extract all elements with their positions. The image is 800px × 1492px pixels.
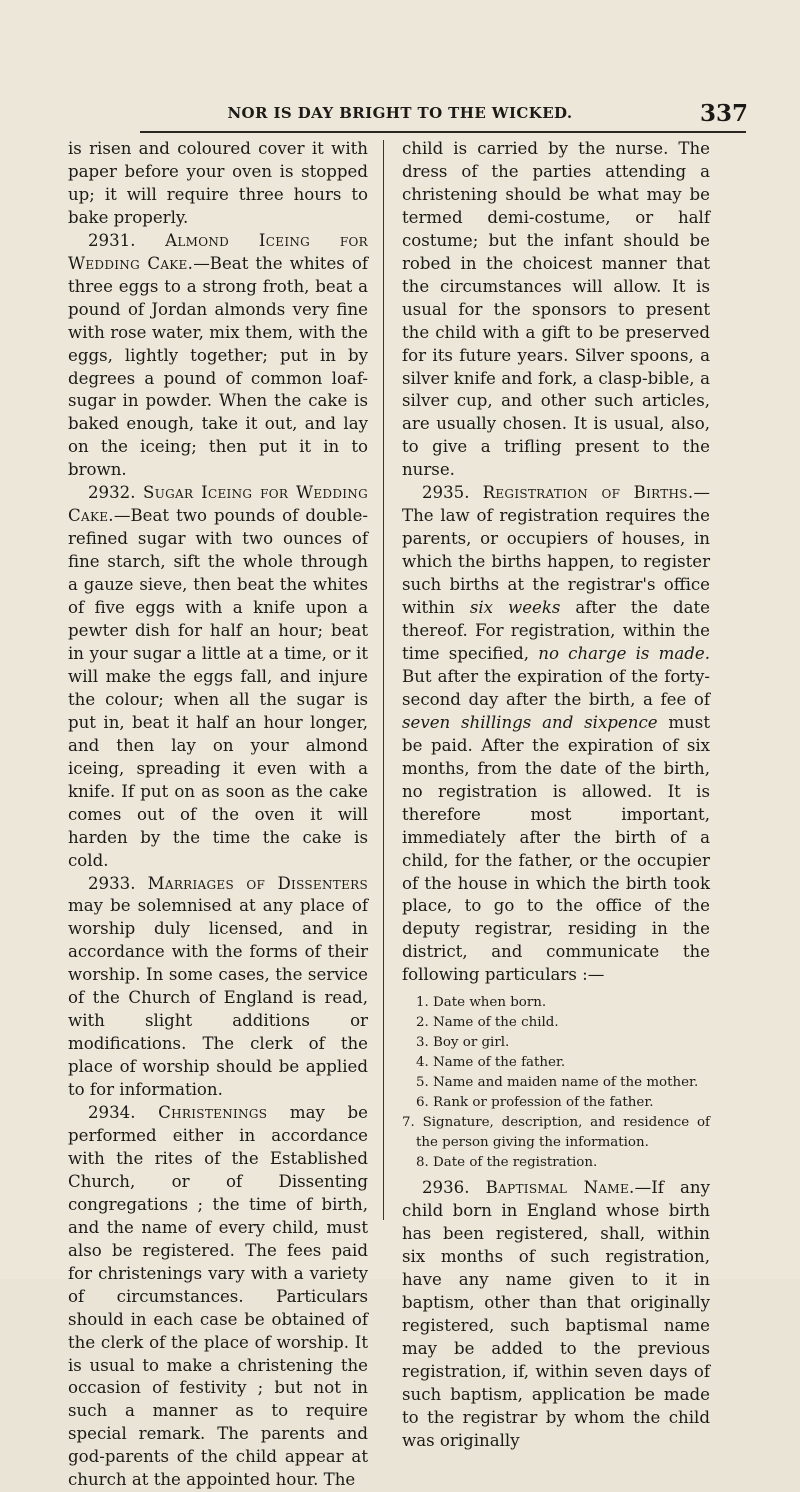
section-2933 [68, 873, 368, 1103]
continued-paragraph: is risen and coloured cover it with paper before your oven is stopped up; it will require three hours to bake properly. [68, 139, 368, 227]
emphasis: seven shillings and sixpence [402, 712, 658, 732]
column-divider [383, 140, 384, 1220]
emphasis: no charge is made. [538, 643, 710, 663]
section-heading: Baptismal Name. [485, 1178, 635, 1198]
list-item: 7. Signature, description, and residence of the person giving the information. [402, 1115, 710, 1151]
section-body: must be paid. After the expiration of six months, from the date of the birth, no registration is allowed. It is therefore most important, immediately after the birth of a child, for the father, or the occupier of the house in which the birth took place, to go to the office of the deputy registrar, residing in the district, and communicate the following particulars :— [402, 712, 710, 985]
particulars-list [402, 993, 710, 1173]
section-heading: Marriages of Dissenters [147, 873, 368, 893]
section-body: after the date thereof. For registration, within the time specified, [402, 598, 710, 663]
section-number: 2934. [88, 1103, 136, 1123]
section-body: —Beat the whites of three eggs to a strong froth, beat a pound of Jordan almonds very fine with rose water, mix them, with the eggs, lightly together; put in by degrees a pound of common loaf-sugar in powder. When the cake is baked enough, take it out, and lay on the iceing; then put it in to brown. [68, 253, 368, 480]
list-item: 3. Boy or girl. [416, 1035, 510, 1051]
section-body: may be solemnised at any place of worship duly licensed, and in accordance with the forms of their worship. In some cases, the service of the Church of England is read, with slight additions or modifications. The clerk of the place of worship should be applied to for information. [68, 896, 368, 1100]
section-body: —Beat two pounds of double-refined sugar with two ounces of fine starch, sift the whole through a gauze sieve, then beat the whites of five eggs with a knife upon a pewter dish for half an hour; beat in your sugar a little at a time, or it will make the eggs fall, and injure the colour; when all the sugar is put in, beat it half an hour longer, and then lay on your almond iceing, spreading it even with a knife. If put on as soon as the cake comes out of the oven it will harden by the time the cake is cold. [68, 506, 368, 870]
section-body: may be performed either in accordance with the rites of the Established Church, or of Dissenting congregations ; the time of birth, and the name of every child, must also be registered. The fees paid for christenings vary with a variety of circumstances. Particulars should in each case be obtained of the clerk of the place of worship. It is usual to make a christening the occasion of festivity ; but not in such a manner as to require special remark. The parents and god-parents of the child appear at church at the appointed hour. The [68, 1103, 368, 1490]
section-number: 2936. [422, 1178, 470, 1198]
list-item: 8. Date of the registration. [416, 1155, 598, 1171]
section-number: 2935. [422, 483, 470, 503]
section-number: 2933. [88, 873, 136, 893]
section-2932 [68, 482, 368, 872]
section-number: 2932. [88, 483, 136, 503]
section-body: But after the expiration of the forty-second day after the birth, a fee of [402, 666, 710, 709]
running-title: NOR IS DAY BRIGHT TO THE WICKED. [227, 104, 573, 122]
right-column [402, 138, 710, 1453]
list-item: 5. Name and maiden name of the mother. [416, 1075, 699, 1091]
section-heading: Sugar Iceing for Wedding Cake. [68, 483, 368, 526]
list-item: 6. Rank or profession of the father. [416, 1095, 654, 1111]
section-heading: Christenings [158, 1103, 268, 1123]
list-item: 2. Name of the child. [416, 1015, 559, 1031]
section-2934 [68, 1102, 368, 1492]
header-rule [140, 131, 746, 133]
list-item: 1. Date when born. [416, 995, 547, 1011]
section-2931 [68, 230, 368, 482]
section-2936 [402, 1177, 710, 1452]
section-heading: Registration of Births. [482, 483, 694, 503]
emphasis: six weeks [469, 598, 561, 618]
list-item: 4. Name of the father. [416, 1055, 566, 1071]
left-column [68, 138, 368, 1492]
page-number: 337 [700, 100, 749, 127]
section-heading: Almond Iceing for Wedding Cake. [68, 230, 368, 273]
section-2935 [402, 482, 710, 987]
section-body: —If any child born in England whose birth has been registered, shall, within six months of such registration, have any name given to it in baptism, other than that originally registered, such baptismal name may be added to the previous registration, if, within seven days of such baptism, application be made to the registrar by whom the child was originally [402, 1178, 710, 1450]
continued-paragraph: child is carried by the nurse. The dress of the parties attending a christening should be what may be termed demi-costume, or half costume; but the infant should be robed in the choicest manner that the circumstances will allow. It is usual for the sponsors to present the child with a gift to be preserved for its future years. Silver spoons, a silver knife and fork, a clasp-bible, a silver cup, and other such articles, are usually chosen. It is usual, also, to give a trifling present to the nurse. [402, 139, 710, 480]
section-body: —The law of registration requires the parents, or occupiers of houses, in which the births happen, to register such births at the registrar's office within [402, 483, 710, 618]
section-number: 2931. [88, 230, 136, 250]
